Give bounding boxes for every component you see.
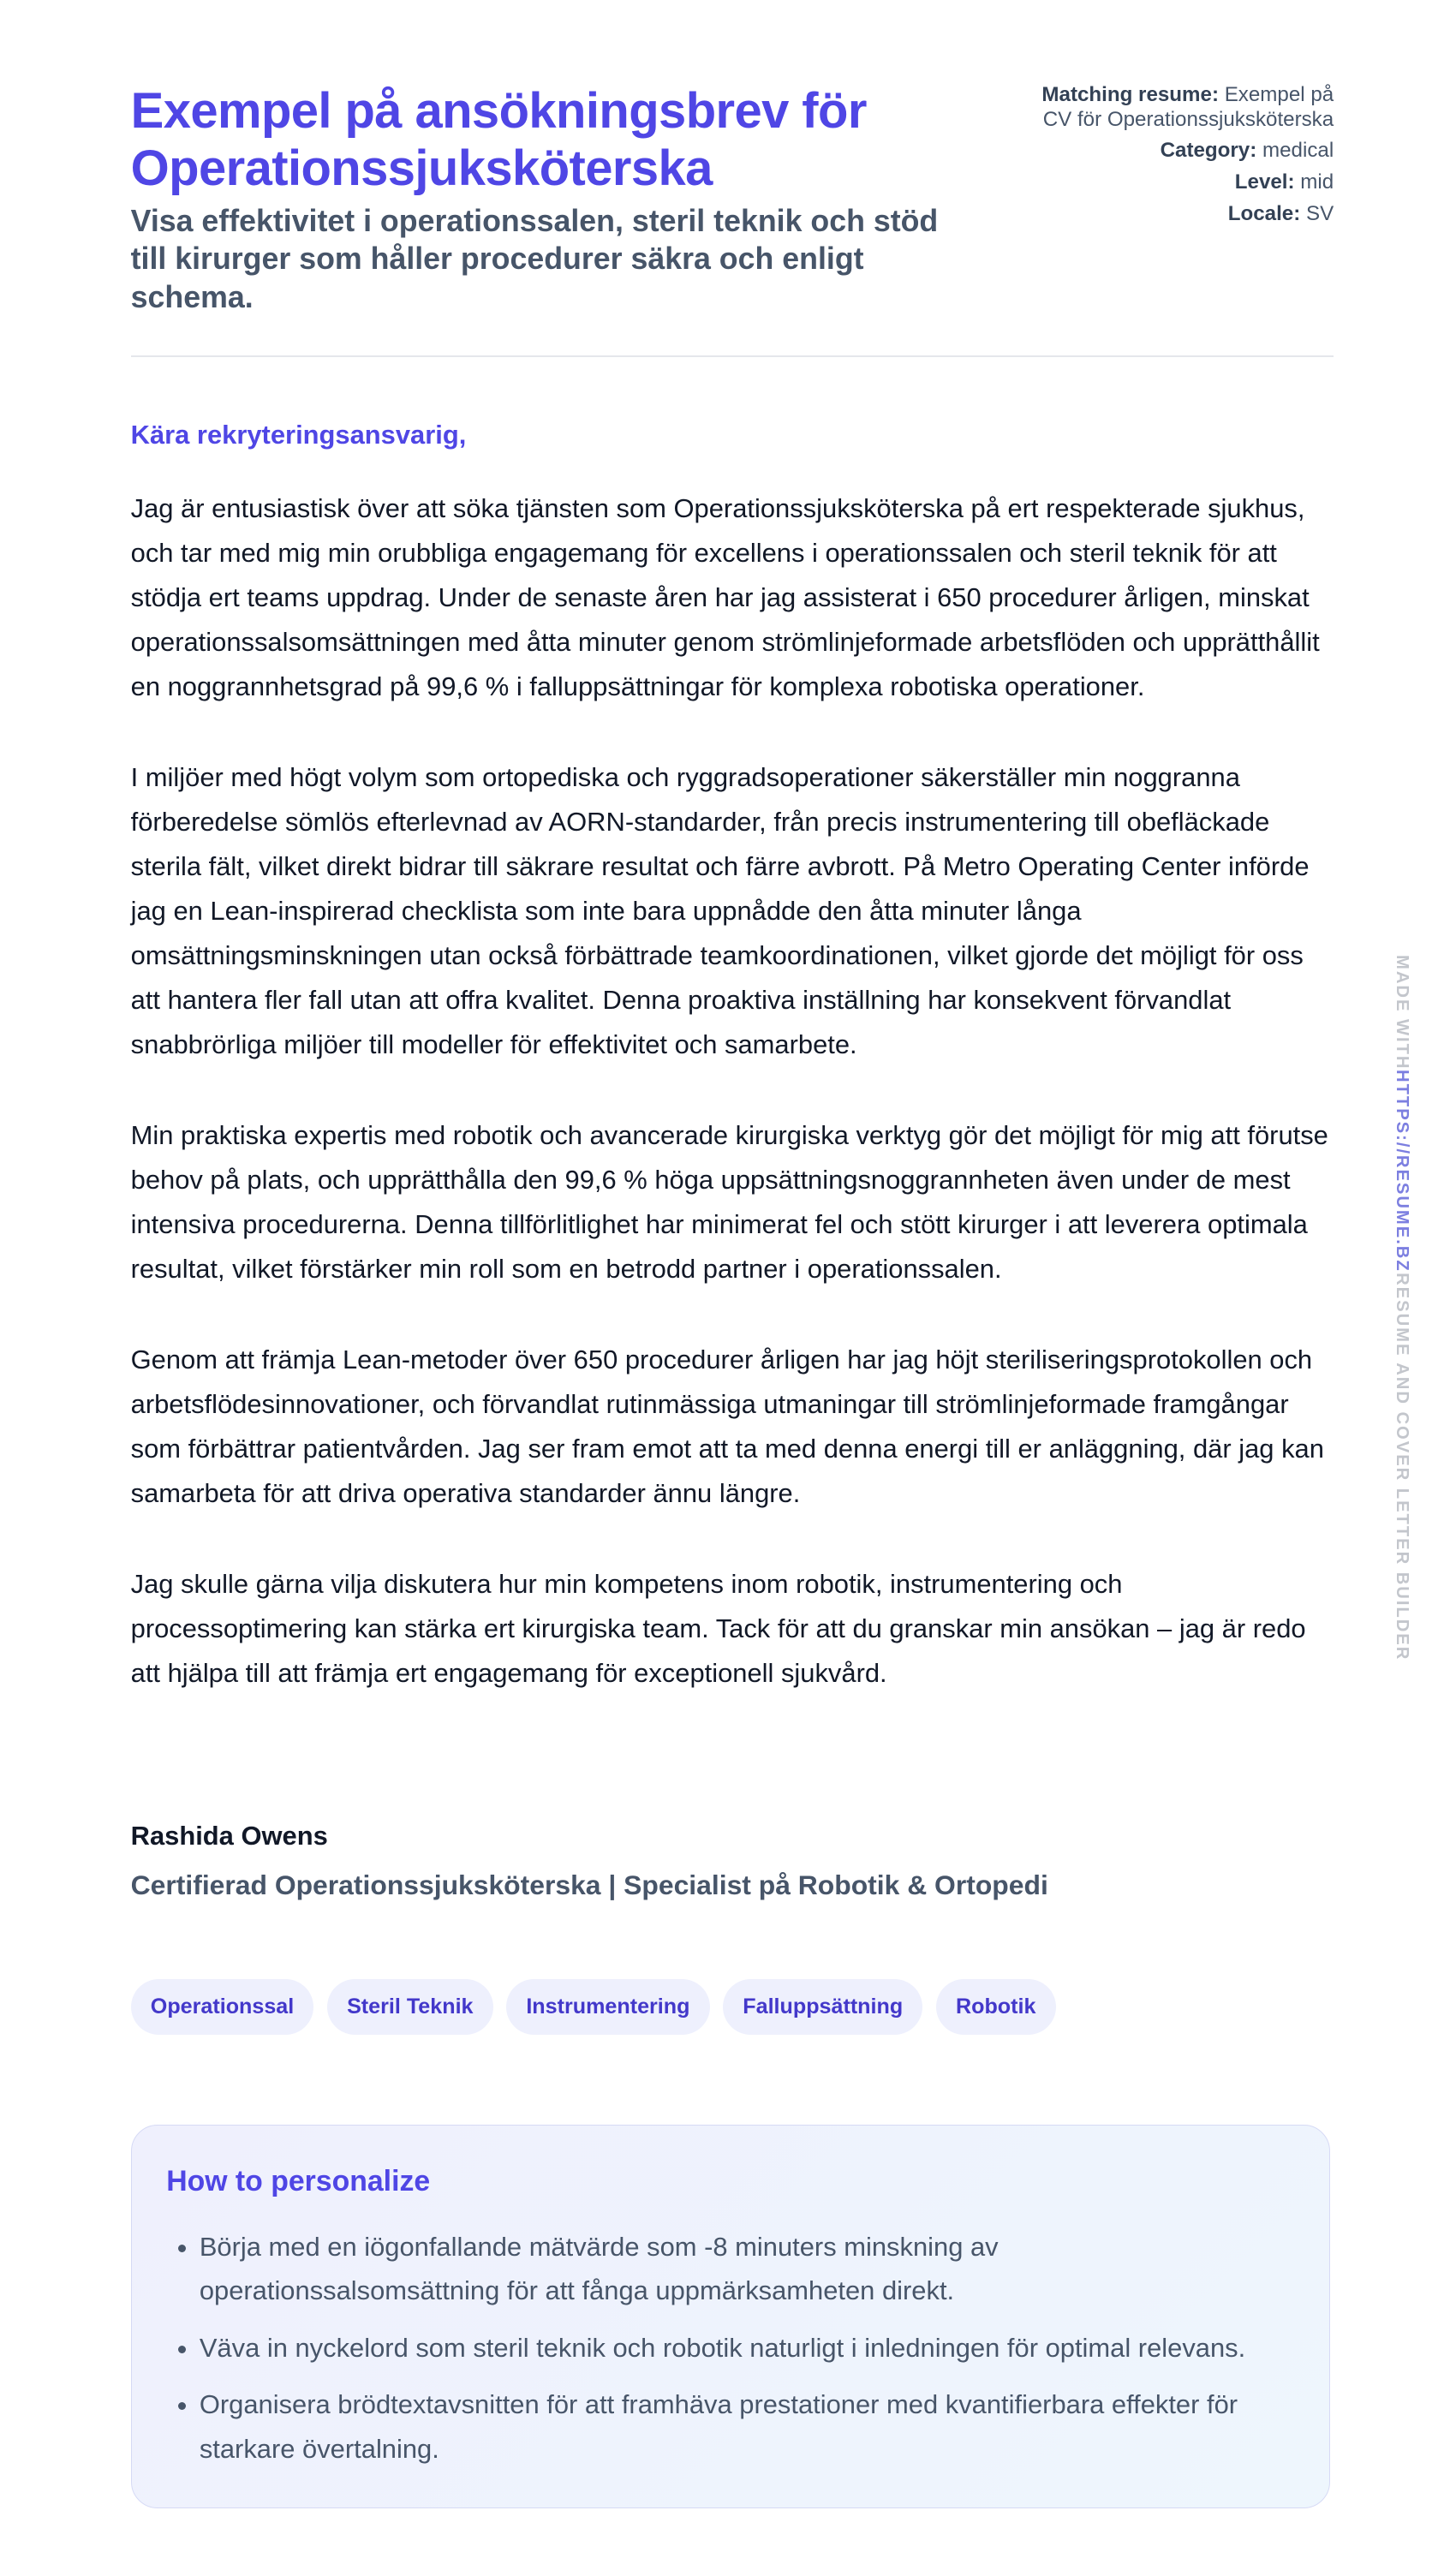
signature	[131, 1818, 1048, 1901]
tips-heading: How to personalize	[166, 2165, 431, 2198]
matching-resume-link[interactable]: Exempel på CV för Operationssjuksköterska	[1042, 82, 1334, 131]
personalize-tips-box	[131, 2125, 1331, 2508]
tag: Operationssal	[131, 1979, 314, 2036]
tip-item: • Börja med en iögonfallande mätvärde som -8 minuters minskning av operationssalsomsättning för att fånga uppmärksamheten direkt.	[200, 2225, 1295, 2312]
meta-label: Locale:	[1227, 201, 1301, 225]
tag: Falluppsättning	[723, 1979, 922, 2036]
meta-category	[1019, 139, 1334, 164]
paragraph: Min praktiska expertis med robotik och avancerade kirurgiska verktyg gör det möjligt för mig att förutse behov på plats, och upprätthålla den 99,6 % höga uppsättningsnoggrannheten även under de mest intensiva procedurerna. Denna tillförlitlighet har minimerat fel och stött kirurger i att leverera optimala resultat, vilket förstärker min roll som en betrodd partner i operationssalen.	[130, 1119, 1328, 1284]
paragraph: Genom att främja Lean-metoder över 650 procedurer årligen har jag höjt steriliseringsprotokollen och arbetsflödesinnovationer, och förvandlat rutinmässiga utmaningar till strömlinjeformade framgångar som förbättrar patientvården. Jag ser fram emot att ta med denna energi till er anläggning, där jag kan samarbeta för att driva operativa standarder ännu längre.	[130, 1344, 1324, 1508]
tag: Steril Teknik	[327, 1979, 493, 2036]
meta-value: medical	[1262, 139, 1334, 163]
paragraph: Jag skulle gärna vilja diskutera hur min kompetens inom robotik, instrumentering och processoptimering kan stärka ert kirurgiska team. Tack för att du granskar min ansökan – jag är redo att hjälpa till att främja ert engagemang för exceptionell sjukvård.	[130, 1568, 1306, 1688]
meta-label: Level:	[1234, 170, 1295, 194]
meta-level	[1019, 170, 1334, 195]
banner-prefix: MADE WITH	[1392, 954, 1411, 1070]
tip-item: • Organisera brödtextavsnitten för att framhäva prestationer med kvantifierbara effekter för starkare övertalning.	[200, 2382, 1295, 2470]
tag-list	[131, 1979, 1056, 2036]
meta-value: mid	[1300, 170, 1334, 194]
banner-suffix: RESUME AND COVER LETTER BUILDER	[1392, 1272, 1411, 1661]
tag: Instrumentering	[506, 1979, 709, 2036]
paragraph: I miljöer med högt volym som ortopediska och ryggradsoperationer säkerställer min noggranna förberedelse sömlös efterlevnad av AORN-standarder, från precis instrumentering till obefläckade sterila fält, vilket direkt bidrar till säkrare resultat och färre avbrott. På Metro Operating Center införde jag en Lean-inspirerad checklista som inte bara uppnådde den åtta minuter långa omsättningsminskningen utan också förbättrade teamkoordinationen, vilket gjorde det möjligt för oss att hantera fler fall utan att offra kvalitet. Denna proaktiva inställning har konsekvent förvandlat snabbrörliga miljöer till modeller för effektivitet och samarbete.	[130, 761, 1310, 1059]
letter-body	[131, 417, 1339, 1742]
meta-label: Matching resume:	[1041, 82, 1219, 106]
meta-value: SV	[1305, 201, 1334, 225]
paragraph: Jag är entusiastisk över att söka tjänsten som Operationssjuksköterska på ert respekterade sjukhus, och tar med mig min orubbliga engagemang för excellens i operationssalen och steril teknik för att stödja ert teams uppdrag. Under de senaste åren har jag assisterat i 650 procedurer årligen, minskat operationssalsomsättningen med åtta minuter genom strömlinjeformade arbetsflöden och upprätthållit en noggrannhetsgrad på 99,6 % i falluppsättningar för komplexa robotiska operationer.	[130, 492, 1320, 701]
made-with-banner	[1392, 955, 1411, 1661]
signature-title: Certifierad Operationssjuksköterska | Specialist på Robotik & Ortopedi	[130, 1869, 1048, 1901]
meta-locale	[1019, 202, 1334, 227]
page-subtitle: Visa effektivitet i operationssalen, steril teknik och stöd till kirurger som håller procedurer säkra och enligt schema.	[130, 203, 939, 314]
meta-panel	[1019, 83, 1334, 234]
header	[131, 83, 1334, 316]
tips-list	[166, 2225, 1295, 2471]
meta-matching-resume	[1019, 83, 1334, 133]
meta-label: Category:	[1160, 139, 1257, 163]
resume-bz-link[interactable]: HTTPS://RESUME.BZ	[1392, 1070, 1411, 1273]
divider	[131, 355, 1334, 357]
tag: Robotik	[936, 1979, 1056, 2036]
greeting: Kära rekryteringsansvarig,	[130, 419, 467, 450]
tip-item: • Väva in nyckelord som steril teknik och robotik naturligt i inledningen för optimal relevans.	[200, 2326, 1295, 2370]
signature-name: Rashida Owens	[130, 1821, 328, 1852]
page-title: Exempel på ansökningsbrev för Operationssjuksköterska	[130, 83, 867, 197]
